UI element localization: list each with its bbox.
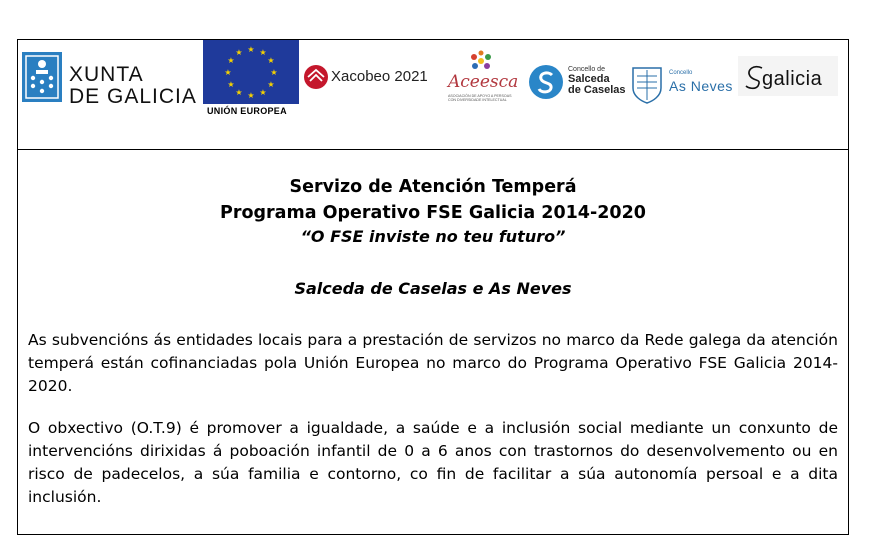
svg-text:★: ★ (259, 88, 267, 97)
eu-logo (203, 40, 299, 120)
svg-text:★: ★ (235, 48, 243, 57)
galicia-logo (738, 56, 838, 96)
svg-text:★: ★ (259, 48, 267, 57)
salceda-line2: de Caselas (568, 84, 626, 96)
xunta-emblem-icon (22, 52, 62, 102)
xunta-wordmark (69, 64, 197, 108)
asneves-small: Concello (669, 70, 693, 76)
xacobeo-shell-icon (303, 64, 329, 90)
svg-text:★: ★ (224, 68, 232, 77)
document-content (18, 150, 848, 509)
xunta-line1: XUNTA (69, 63, 144, 86)
programme-title: Programa Operativo FSE Galicia 2014-2020 (220, 203, 646, 223)
asneves-name: As Neves (669, 78, 733, 94)
logo-bar (18, 40, 848, 150)
salceda-name (568, 74, 625, 96)
paragraph-funding: As subvencións ás entidades locais para a prestación de servizos no marco da Rede galega da atención temperá están cofinanciadas pola Unión Europea no marco do Programa Operativo FSE Galicia 2014-2020. (28, 331, 838, 395)
xunta-line2: DE GALICIA (69, 85, 197, 108)
svg-text:★: ★ (267, 56, 275, 65)
motto: “O FSE inviste no teu futuro” (300, 227, 566, 246)
aceesca-hands-icon (466, 50, 496, 72)
svg-text:★: ★ (235, 88, 243, 97)
salceda-small: Concello de (568, 66, 605, 73)
svg-text:★: ★ (270, 68, 278, 77)
eu-flag-icon (203, 40, 299, 104)
service-title: Servizo de Atención Temperá (289, 177, 577, 197)
svg-text:★: ★ (227, 80, 235, 89)
xacobeo-text: Xacobeo 2021 (331, 68, 428, 85)
svg-text:★: ★ (227, 56, 235, 65)
svg-text:★: ★ (247, 45, 255, 54)
place-subtitle: Salceda de Caselas e As Neves (294, 279, 572, 298)
paragraph-objective: O obxectivo (O.T.9) é promover a igualdade, a saúde e a inclusión social mediante un conxunto de intervencións dirixidas á poboación infantil de 0 a 6 anos con trastornos do desenvolvemento ou en risco de padecelos, a súa familia e contorno, co fin de facilitar a súa autonomía persoal e a dita inclusión. (28, 419, 838, 506)
asneves-logo (631, 66, 741, 106)
salceda-logo (528, 64, 628, 104)
galicia-text: galicia (762, 68, 823, 90)
svg-text:★: ★ (247, 91, 255, 100)
aceesca-name: Aceesca (448, 72, 519, 92)
aceesca-subtitle: ASOCIACIÓN DE APOYO A PERSOAS CON DIVERSIDADE INTELECTUAL (448, 94, 512, 103)
aceesca-logo (446, 50, 518, 114)
eu-label: UNIÓN EUROPEA (207, 106, 287, 116)
salceda-s-icon (528, 64, 564, 100)
document-frame (17, 39, 849, 535)
xacobeo-logo (303, 64, 453, 94)
asneves-shield-icon (631, 66, 663, 104)
svg-text:★: ★ (267, 80, 275, 89)
salceda-line1: Salceda (568, 73, 610, 85)
xunta-logo (22, 52, 202, 108)
